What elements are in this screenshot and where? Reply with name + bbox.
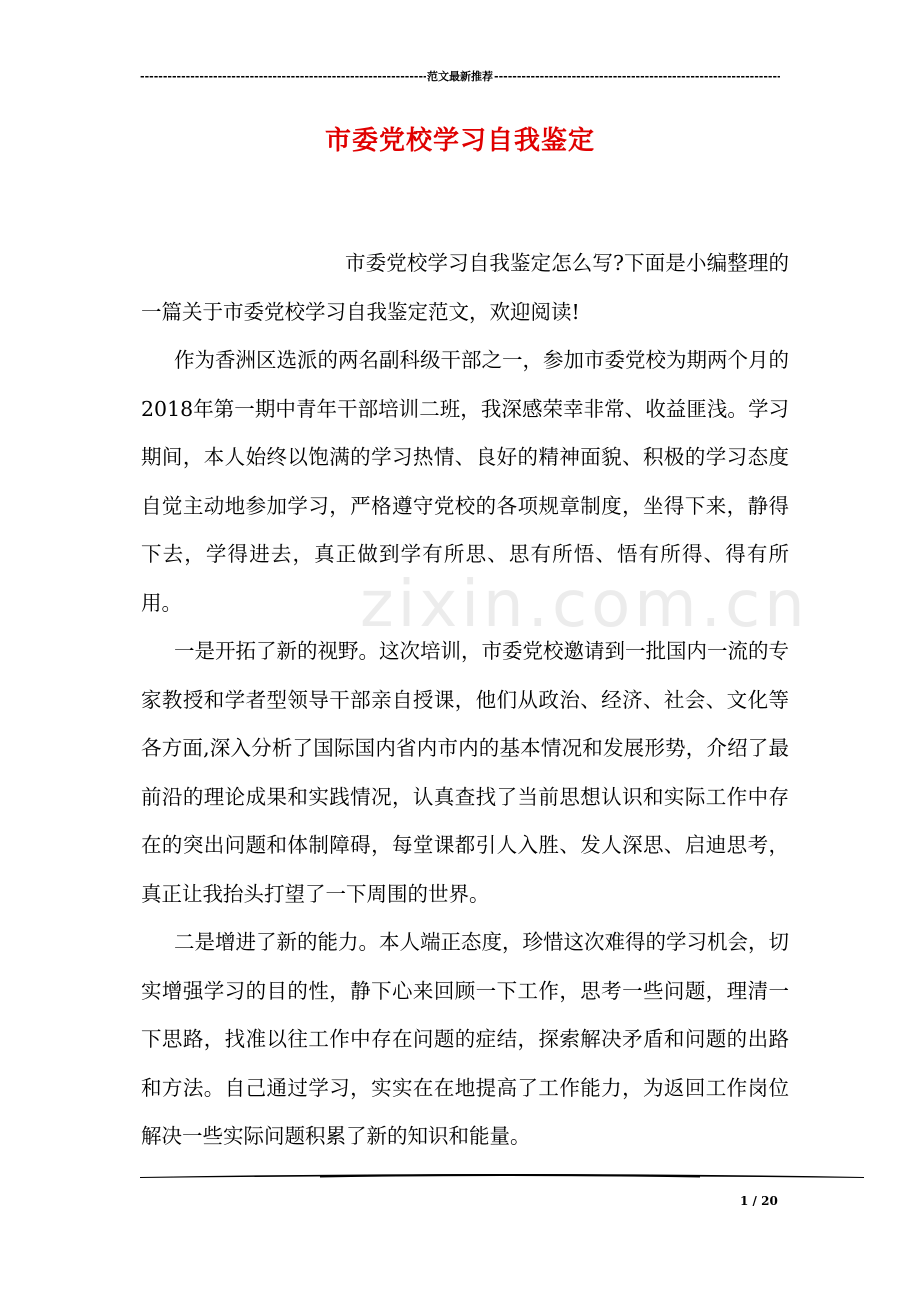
footer-divider [140,1171,864,1179]
header-dash-left [140,70,426,83]
body-paragraph: 二是增进了新的能力。本人端正态度，珍惜这次难得的学习机会，切实增强学习的目的性，静下心来回顾一下工作，思考一些问题，理清一下思路，找准以往工作中存在问题的症结，探索解决矛盾和问题的出路和方法。自己通过学习，实实在在地提高了工作能力，为返回工作岗位解决一些实际问题积累了新的知识和能量。 [141,930,789,1148]
header-label: 范文最新推荐 [427,70,493,83]
document-body [141,239,789,1161]
watermark: zixin.com.cn [360,568,809,642]
body-paragraph: 一是开拓了新的视野。这次培训，市委党校邀请到一批国内一流的专家教授和学者型领导干部亲自授课，他们从政治、经济、社会、文化等各方面,深入分析了国际国内省内市内的基本情况和发展形势，介绍了最前沿的理论成果和实践情况，认真查找了当前思想认识和实际工作中存在的突出问题和体制障碍，每堂课都引人入胜、发人深思、启迪思考，真正让我抬头打望了一下周围的世界。 [141,639,789,906]
document-title: 市委党校学习自我鉴定 [324,126,595,156]
intro-paragraph: 市委党校学习自我鉴定怎么写?下面是小编整理的一篇关于市委党校学习自我鉴定范文，欢迎阅读! [141,251,789,324]
page-number: 1 / 20 [740,1194,778,1208]
header-dash-right [494,70,780,83]
page-header [140,68,780,84]
body-paragraph: 作为香洲区选派的两名副科级干部之一，参加市委党校为期两个月的2018年第一期中青年干部培训二班，我深感荣幸非常、收益匪浅。学习期间，本人始终以饱满的学习热情、良好的精神面貌、积极的学习态度自觉主动地参加学习，严格遵守党校的各项规章制度，坐得下来，静得下去，学得进去，真正做到学有所思、思有所悟、悟有所得、得有所用。 [141,348,789,615]
